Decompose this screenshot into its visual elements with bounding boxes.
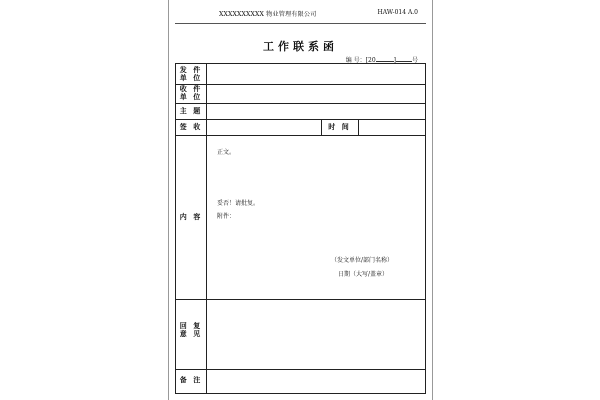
sender-unit-label: 发 件 单 位: [179, 66, 203, 82]
subject-label: 主 题: [179, 107, 203, 115]
number-end: 号: [411, 57, 418, 64]
content-attachment-text: 附件：: [217, 213, 236, 220]
number-blank-seq[interactable]: [393, 55, 412, 64]
time-label: 时 间: [328, 123, 351, 131]
time-field[interactable]: [359, 120, 426, 135]
company-name: XXXXXXXXXX 物业管理有限公司: [219, 11, 317, 18]
date-signature-text: 日期（大写/盖章）: [338, 271, 389, 278]
contact-form-table: [175, 63, 426, 394]
content-body-text: 正文。: [217, 149, 236, 156]
document-page: [168, 0, 433, 400]
number-prefix: 编 号：[20: [345, 57, 376, 64]
remark-label: 备 注: [179, 376, 203, 384]
sign-field[interactable]: [207, 120, 321, 135]
document-code: HAW-014 A.0: [377, 9, 418, 16]
reply-opinion-field[interactable]: [207, 300, 426, 369]
document-title: 工作联系函: [263, 40, 338, 53]
sign-label: 签 收: [179, 123, 203, 131]
number-suffix: ]: [393, 57, 396, 64]
header-divider: [175, 23, 426, 24]
row-divider: [176, 135, 425, 136]
number-blank-year[interactable]: [376, 55, 394, 62]
content-request-text: 妥否！请批复。: [217, 200, 260, 207]
sender-signature-text: （发文单位/部门名称）: [331, 257, 394, 264]
remark-field[interactable]: [207, 370, 426, 394]
receiver-unit-label: 收 件 单 位: [179, 85, 203, 101]
content-label: 内 容: [179, 213, 203, 221]
subject-field[interactable]: [207, 104, 426, 119]
reply-opinion-label: 回 复 意 见: [179, 322, 203, 338]
sender-unit-field[interactable]: [207, 64, 426, 84]
receiver-unit-field[interactable]: [207, 85, 426, 103]
